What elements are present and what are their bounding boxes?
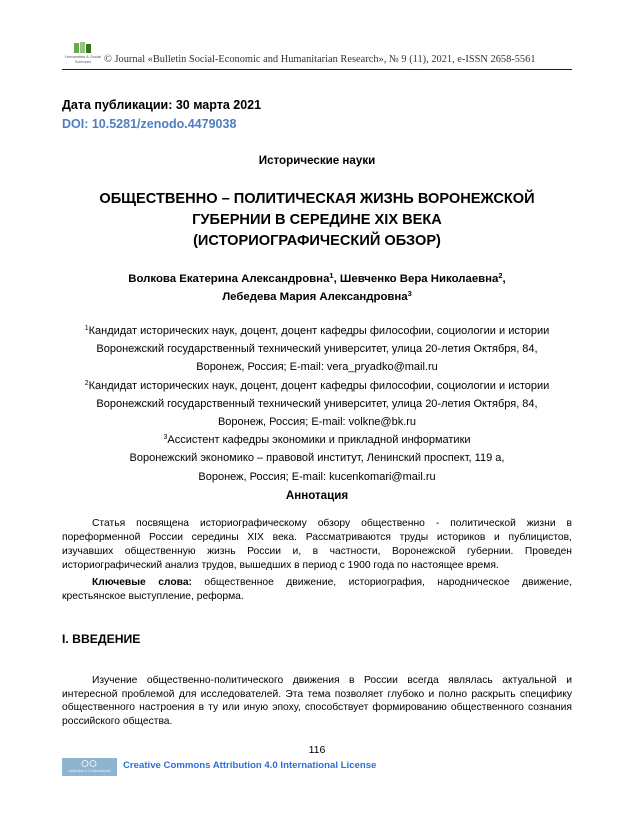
abstract-text: Статья посвящена историографическому обзору общественно - политической жизни в пореформенной России середины XIX века. Рассматриваются труды историков и публицистов, изучавших общественную жизнь России и, в частности, Воронежской губернии. Проведен историографический анализ трудов, вышедших в период с 1900 года по настоящее время. [62, 518, 572, 571]
affiliation-line: $^2$Кандидат исторических наук, доцент, доцент кафедры философии, социологии и истории [84, 379, 550, 392]
affiliation-line: Воронеж, Россия; E-mail: volkne@bk.ru [217, 416, 417, 429]
keywords-label: Ключевые слова: [92, 577, 192, 588]
annotation-heading: Аннотация [285, 489, 349, 502]
affiliation-line: Воронеж, Россия; E-mail: vera_pryadko@mail.ru [196, 361, 438, 374]
affiliations [62, 322, 572, 486]
author-sup: 2 [498, 271, 503, 280]
author-sup: 1 [329, 271, 334, 280]
publication-date: Дата публикации: 30 марта 2021 [62, 98, 262, 112]
license-link[interactable]: Creative Commons Attribution 4.0 International License [123, 760, 377, 771]
affiliation-line: Воронежский экономико – правовой институт, Ленинский проспект, 119 а, [129, 452, 505, 465]
journal-logo-text: Humanities & Social Sciences [65, 54, 101, 64]
cc-icon [81, 760, 97, 767]
title-line: ОБЩЕСТВЕННО – ПОЛИТИЧЕСКАЯ ЖИЗНЬ ВОРОНЕЖСКОЙ [99, 191, 535, 207]
title-line: (ИСТОРИОГРАФИЧЕСКИЙ ОБЗОР) [193, 233, 441, 249]
section-heading: I. ВВЕДЕНИЕ [62, 632, 141, 646]
page-number: 116 [308, 744, 326, 756]
intro-text: Изучение общественно-политического движения в России всегда являлась актуальной и интересной проблемой для исследователей. Эта тема позволяет глубоко и полно раскрыть специфику общественного настроения в ту или иную эпоху, способствует формированию общественного сознания российского общества. [62, 675, 572, 727]
authors: Волкова Екатерина Александровна$^1$, Шевченко Вера Николаевна$^2$, Лебедева Мария Александровна$^3$ [128, 271, 506, 303]
author-name: Волкова Екатерина Александровна [128, 273, 330, 285]
author-name: Шевченко Вера Николаевна [339, 273, 499, 285]
section-label: Исторические науки [258, 154, 376, 167]
title-line: ГУБЕРНИИ В СЕРЕДИНЕ XIX ВЕКА [192, 212, 442, 228]
affiliation-line: Воронежский государственный технический университет, улица 20-летия Октября, 84, [96, 343, 538, 356]
affiliation-line: Воронеж, Россия; E-mail: kucenkomari@mail.ru [198, 470, 436, 483]
affiliation-line: $^3$Ассистент кафедры экономики и прикладной информатики [163, 434, 471, 447]
doi-link[interactable]: DOI: 10.5281/zenodo.4479038 [62, 117, 237, 131]
article-title [62, 189, 572, 252]
author-sup: 3 [407, 289, 412, 298]
cc-badge[interactable] [62, 758, 117, 776]
abstract [62, 517, 572, 604]
header-divider [62, 69, 572, 70]
introduction [62, 674, 572, 728]
journal-logo [62, 42, 102, 68]
affiliation-line: $^1$Кандидат исторических наук, доцент, доцент кафедры философии, социологии и истории [84, 325, 550, 337]
cc-badge-text: Attribution 4.0 International [68, 769, 111, 773]
journal-logo-icon [74, 42, 92, 54]
author-name: Лебедева Мария Александровна [222, 291, 408, 303]
affiliation-line: Воронежский государственный технический университет, улица 20-летия Октября, 84, [96, 397, 538, 410]
keywords [62, 576, 572, 604]
journal-citation: © Journal «Bulletin Social-Economic and Humanitarian Research», № 9 (11), 2021, e-ISSN 2658-5561 [104, 54, 536, 65]
keywords-text: общественное движение, историография, народническое движение, крестьянское выступление, реформа. [62, 577, 572, 602]
